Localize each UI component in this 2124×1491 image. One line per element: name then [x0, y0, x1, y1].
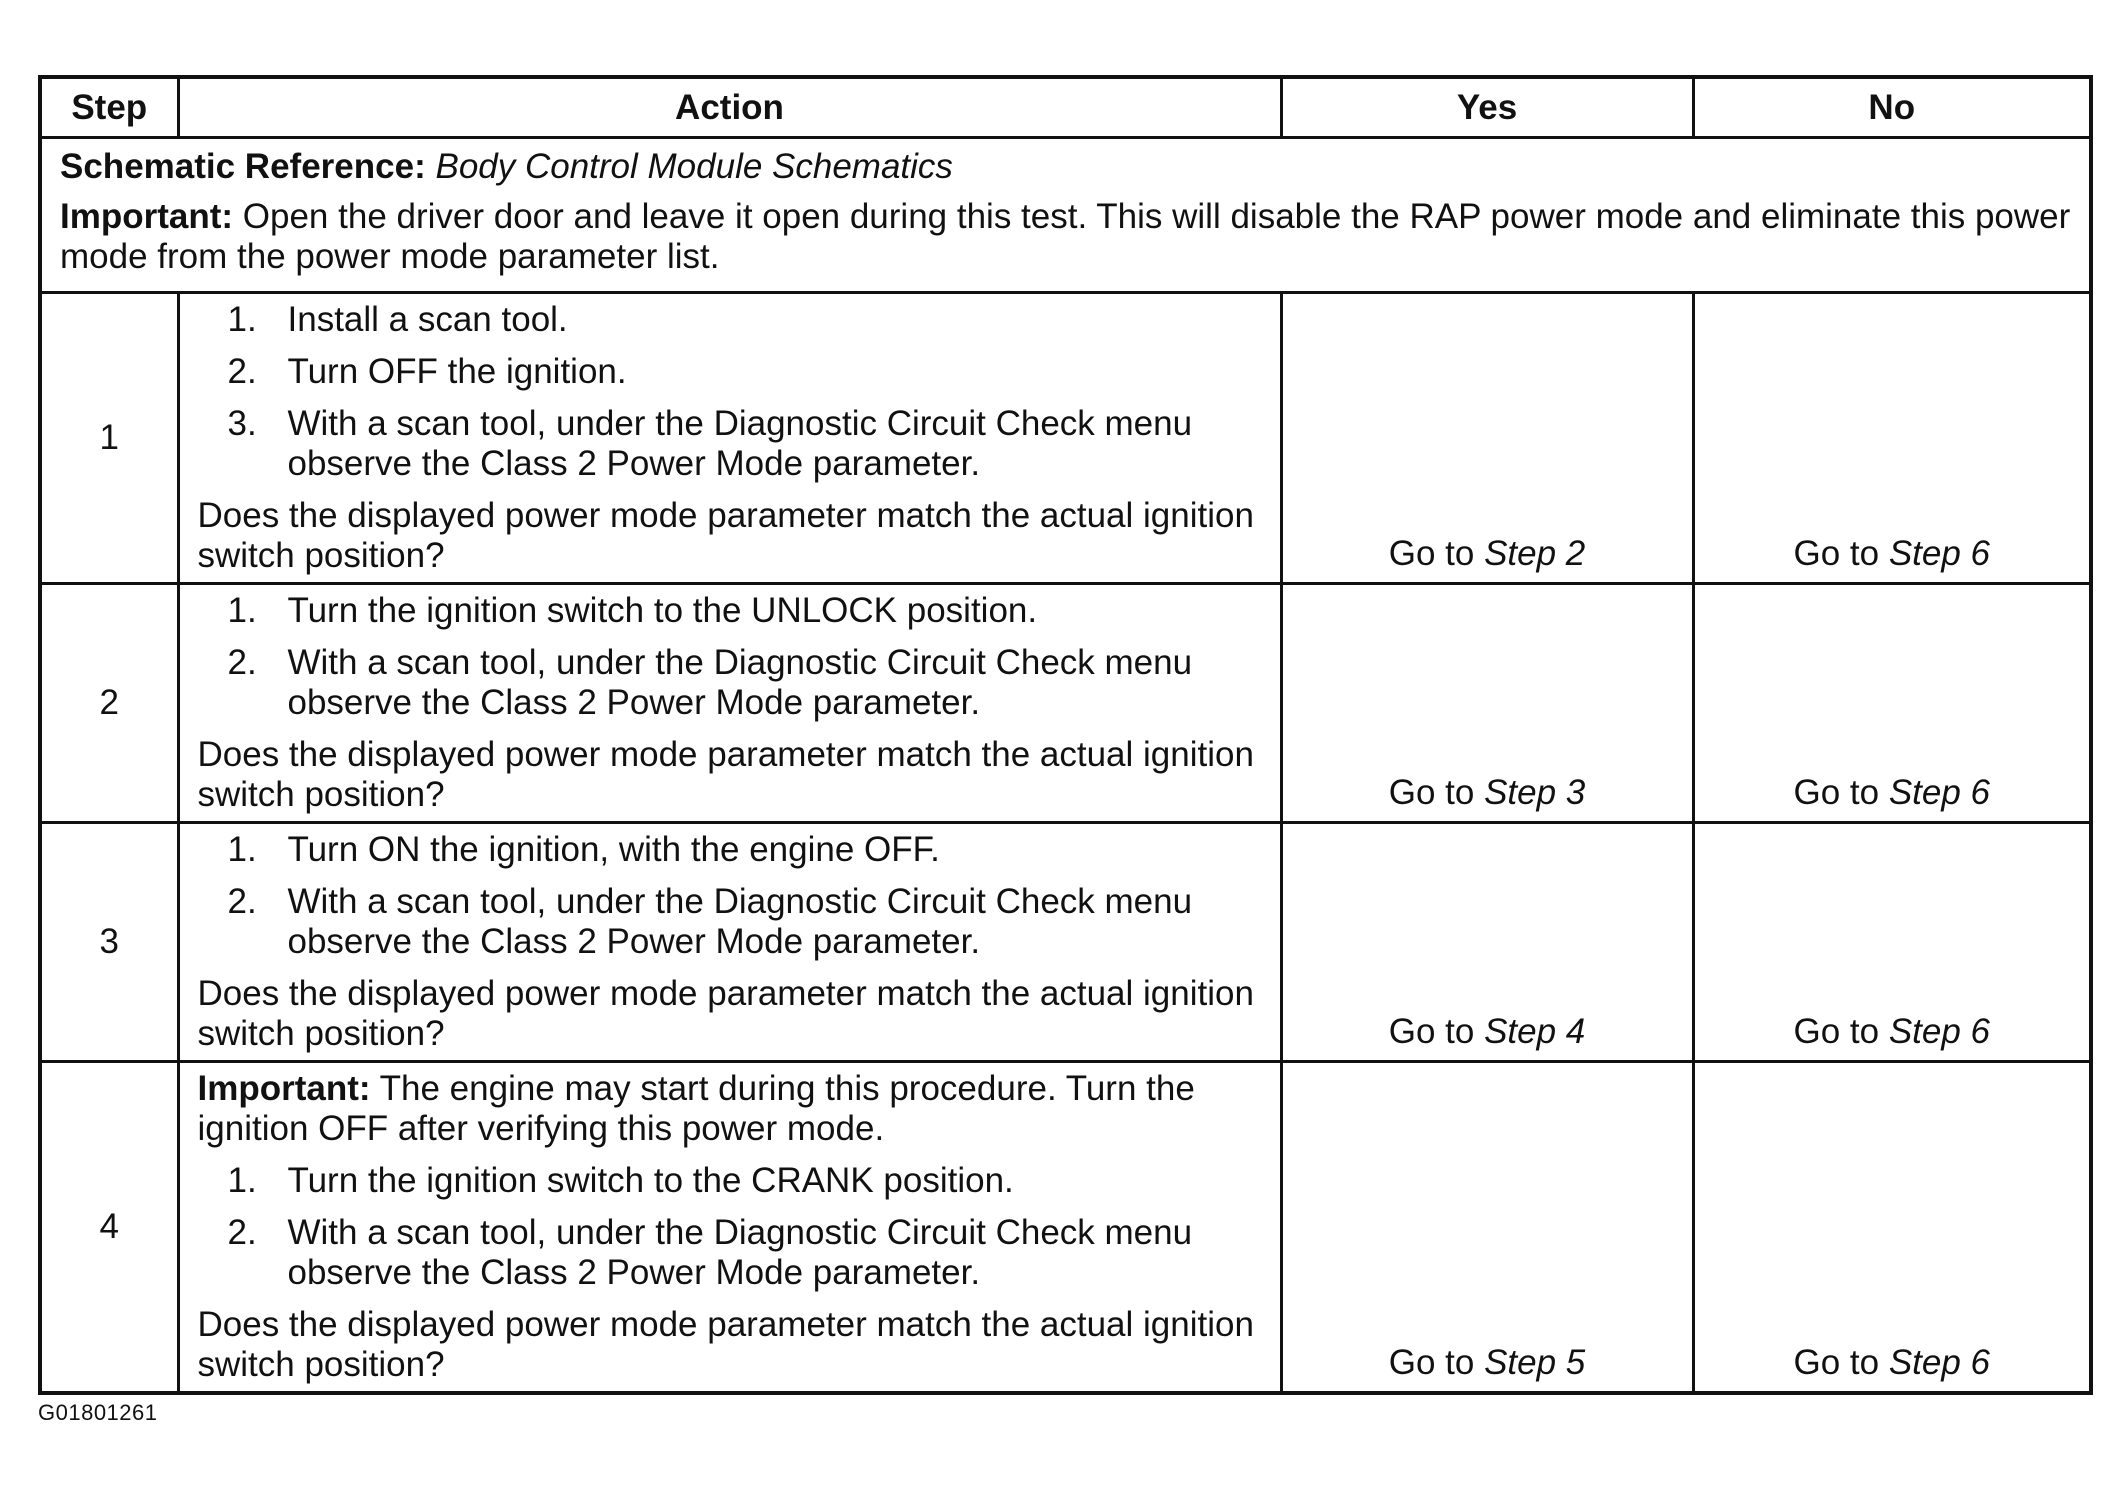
- list-item: [198, 643, 1262, 723]
- action-cell: [178, 1062, 1281, 1394]
- list-item-number: 2.: [227, 1213, 257, 1252]
- no-step-link[interactable]: Step 6: [1888, 1012, 1991, 1051]
- important-note-text: The engine may start during this procedure. Turn the ignition OFF after verifying this power mode.: [197, 1069, 1195, 1148]
- intro-row: [40, 138, 2091, 293]
- no-cell[interactable]: [1693, 823, 2091, 1062]
- table-row: [40, 823, 2091, 1062]
- list-item-text: With a scan tool, under the Diagnostic Circuit Check menu observe the Class 2 Power Mode parameter.: [287, 404, 1193, 483]
- list-item-number: 1.: [227, 591, 257, 630]
- important-intro-label: Important:: [60, 197, 234, 236]
- table-row: [40, 1062, 2091, 1394]
- action-list: [198, 300, 1262, 484]
- action-list: [198, 1161, 1262, 1293]
- header-no: No: [1693, 77, 2091, 138]
- list-item: [198, 1161, 1262, 1201]
- question-text: Does the displayed power mode parameter match the actual ignition switch position?: [197, 974, 1254, 1053]
- step-number: 2: [40, 584, 178, 823]
- yes-prefix: Go to: [1388, 773, 1475, 812]
- yes-cell[interactable]: [1281, 293, 1693, 584]
- list-item-text: Install a scan tool.: [287, 300, 568, 339]
- list-item-text: Turn ON the ignition, with the engine OFF.: [287, 830, 940, 869]
- yes-step-link[interactable]: Step 5: [1484, 1343, 1586, 1382]
- question-text: Does the displayed power mode parameter match the actual ignition switch position?: [197, 735, 1254, 814]
- header-yes: Yes: [1281, 77, 1693, 138]
- no-step-link[interactable]: Step 6: [1888, 534, 1991, 573]
- list-item: [198, 404, 1262, 484]
- diagnostic-table: [38, 75, 2093, 1395]
- step-number: 1: [40, 293, 178, 584]
- yes-prefix: Go to: [1388, 1343, 1475, 1382]
- list-item-number: 2.: [227, 882, 257, 921]
- yes-prefix: Go to: [1388, 534, 1475, 573]
- list-item-text: With a scan tool, under the Diagnostic Circuit Check menu observe the Class 2 Power Mode parameter.: [287, 882, 1193, 961]
- yes-cell[interactable]: [1281, 823, 1693, 1062]
- no-step-link[interactable]: Step 6: [1888, 773, 1991, 812]
- action-cell: [178, 584, 1281, 823]
- no-cell[interactable]: [1693, 584, 2091, 823]
- list-item-number: 1.: [227, 1161, 257, 1200]
- list-item-text: With a scan tool, under the Diagnostic Circuit Check menu observe the Class 2 Power Mode parameter.: [287, 1213, 1193, 1292]
- action-cell: [178, 293, 1281, 584]
- no-prefix: Go to: [1793, 1343, 1880, 1382]
- list-item: [198, 1213, 1262, 1293]
- list-item-number: 1.: [227, 830, 257, 869]
- action-list: [198, 830, 1262, 962]
- list-item-number: 2.: [227, 643, 257, 682]
- step-number: 4: [40, 1062, 178, 1394]
- list-item-text: Turn the ignition switch to the CRANK position.: [287, 1161, 1014, 1200]
- table-row: [40, 584, 2091, 823]
- no-prefix: Go to: [1793, 534, 1880, 573]
- important-intro: [60, 197, 2071, 277]
- schematic-reference-label: Schematic Reference:: [60, 147, 426, 186]
- figure-id: G01801261: [38, 1400, 158, 1425]
- yes-step-link[interactable]: Step 4: [1484, 1012, 1586, 1051]
- list-item: [198, 830, 1262, 870]
- list-item: [198, 882, 1262, 962]
- list-item-number: 1.: [227, 300, 257, 339]
- action-list: [198, 591, 1262, 723]
- important-note-label: Important:: [197, 1069, 371, 1108]
- important-intro-text: Open the driver door and leave it open during this test. This will disable the RAP power mode and eliminate this power mode from the power mode parameter list.: [60, 197, 2071, 276]
- schematic-reference-link[interactable]: Body Control Module Schematics: [435, 147, 953, 186]
- yes-step-link[interactable]: Step 2: [1484, 534, 1586, 573]
- list-item-text: With a scan tool, under the Diagnostic Circuit Check menu observe the Class 2 Power Mode parameter.: [287, 643, 1193, 722]
- yes-cell[interactable]: [1281, 584, 1693, 823]
- list-item-number: 2.: [227, 352, 257, 391]
- no-prefix: Go to: [1793, 1012, 1880, 1051]
- list-item-text: Turn the ignition switch to the UNLOCK position.: [287, 591, 1038, 630]
- no-step-link[interactable]: Step 6: [1888, 1343, 1991, 1382]
- header-row: [40, 77, 2091, 138]
- header-step: Step: [40, 77, 178, 138]
- header-action: Action: [178, 77, 1281, 138]
- no-cell[interactable]: [1693, 1062, 2091, 1394]
- list-item-text: Turn OFF the ignition.: [287, 352, 627, 391]
- no-prefix: Go to: [1793, 773, 1880, 812]
- list-item: [198, 591, 1262, 631]
- question-text: Does the displayed power mode parameter match the actual ignition switch position?: [197, 1305, 1254, 1384]
- action-cell: [178, 823, 1281, 1062]
- yes-step-link[interactable]: Step 3: [1484, 773, 1586, 812]
- important-note: [198, 1069, 1262, 1149]
- table-row: [40, 293, 2091, 584]
- list-item: [198, 300, 1262, 340]
- step-number: 3: [40, 823, 178, 1062]
- no-cell[interactable]: [1693, 293, 2091, 584]
- yes-cell[interactable]: [1281, 1062, 1693, 1394]
- question-text: Does the displayed power mode parameter match the actual ignition switch position?: [197, 496, 1254, 575]
- list-item: [198, 352, 1262, 392]
- yes-prefix: Go to: [1388, 1012, 1475, 1051]
- schematic-reference: [60, 147, 2071, 187]
- intro-cell: [40, 138, 2091, 293]
- list-item-number: 3.: [227, 404, 257, 443]
